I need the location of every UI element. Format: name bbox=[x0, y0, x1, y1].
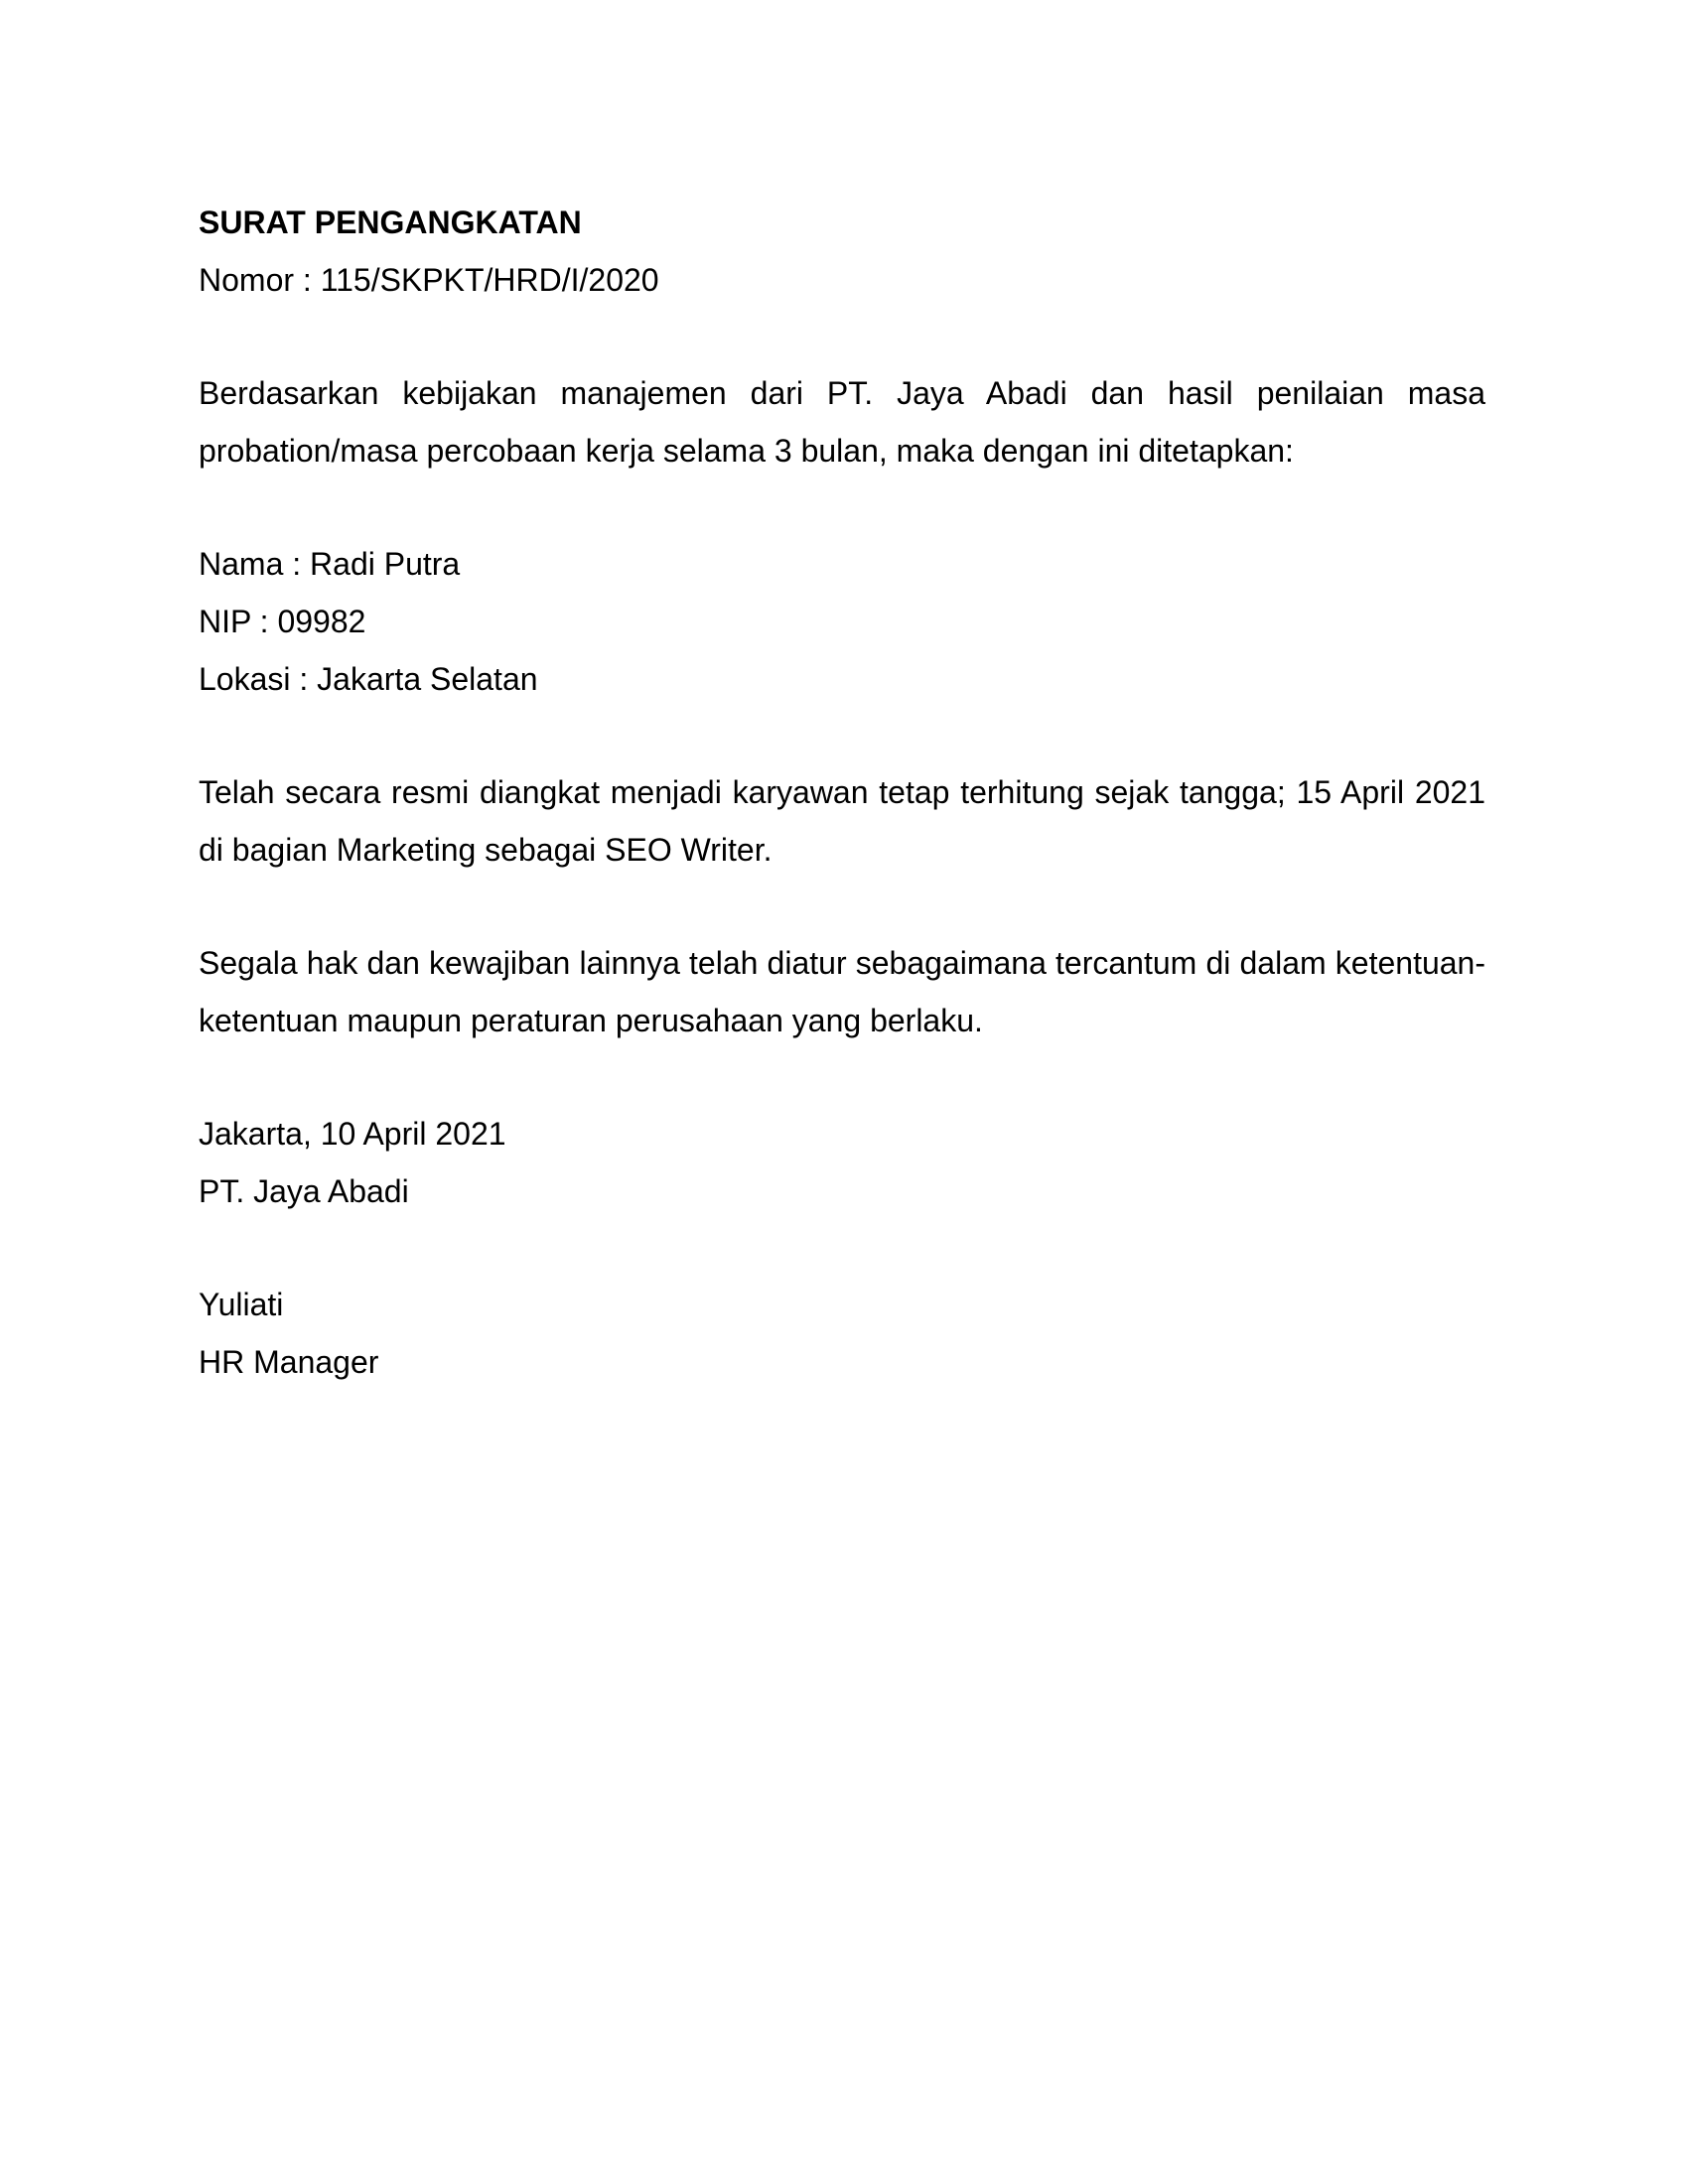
spacer bbox=[199, 309, 1485, 364]
letter-title: SURAT PENGANGKATAN bbox=[199, 205, 582, 240]
place-date: Jakarta, 10 April 2021 bbox=[199, 1116, 506, 1152]
spacer bbox=[199, 1049, 1485, 1105]
spacer bbox=[199, 879, 1485, 934]
employee-name: Nama : Radi Putra bbox=[199, 546, 461, 582]
spacer bbox=[199, 479, 1485, 535]
company-name: PT. Jaya Abadi bbox=[199, 1173, 409, 1209]
employee-location: Lokasi : Jakarta Selatan bbox=[199, 661, 538, 697]
spacer bbox=[199, 708, 1485, 763]
signer-title: HR Manager bbox=[199, 1344, 379, 1380]
appointment-paragraph: Telah secara resmi diangkat menjadi karyawan tetap terhitung sejak tangga; 15 April 2021 di bagian Marketing sebagai SEO Writer. bbox=[199, 774, 1485, 868]
letter-number: Nomor : 115/SKPKT/HRD/I/2020 bbox=[199, 262, 659, 298]
letter-page bbox=[199, 194, 1485, 1391]
signer-name: Yuliati bbox=[199, 1287, 284, 1322]
intro-paragraph: Berdasarkan kebijakan manajemen dari PT. Jaya Abadi dan hasil penilaian masa probation/masa percobaan kerja selama 3 bulan, maka dengan ini ditetapkan: bbox=[199, 375, 1485, 469]
employee-nip: NIP : 09982 bbox=[199, 604, 366, 639]
rights-paragraph: Segala hak dan kewajiban lainnya telah diatur sebagaimana tercantum di dalam ketentuan-ketentuan maupun peraturan perusahaan yang berlaku. bbox=[199, 945, 1485, 1038]
spacer bbox=[199, 1220, 1485, 1276]
